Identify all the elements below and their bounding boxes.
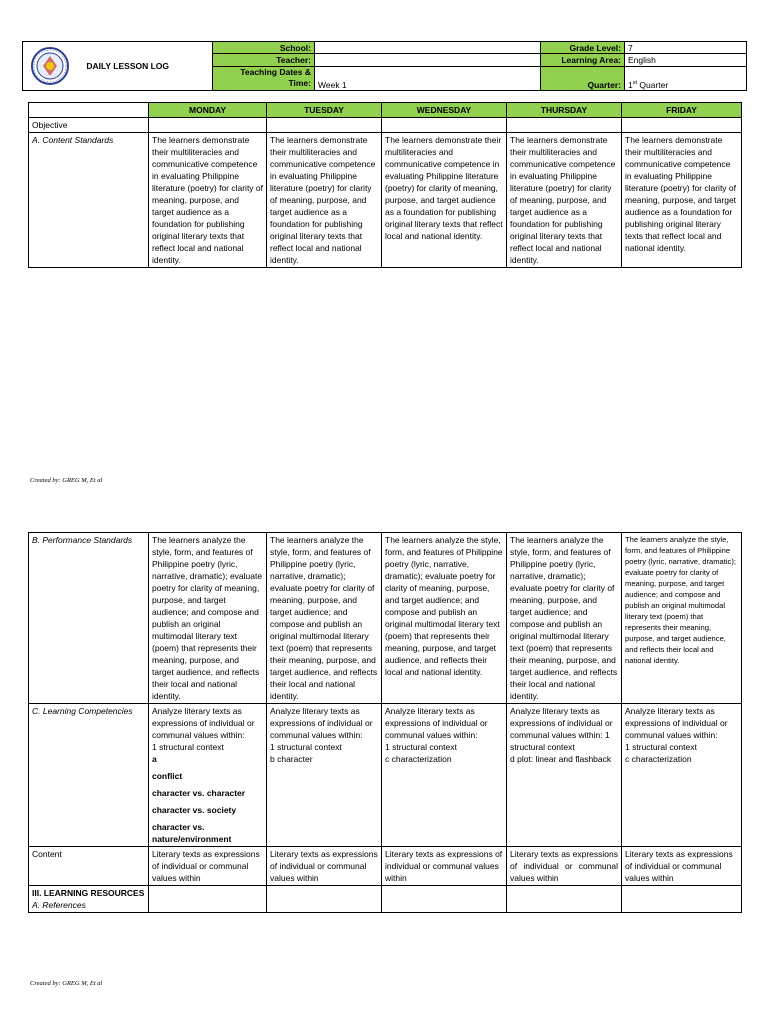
day-header-monday: MONDAY (149, 103, 267, 118)
objective-cell (382, 118, 507, 133)
quarter-label: Quarter: (541, 66, 625, 91)
performance-standards-cell: The learners analyze the style, form, and features of Philippine poetry (lyric, narrative, dramatic); evaluate poetry for clarity of meaning, purpose, and target audience; and compose and publish an original multimodal literary text (poem) that represents their meaning, purpose, and target audience, and reflects their local and national identity. (382, 533, 507, 704)
school-label: School: (213, 42, 315, 54)
competency-line: 1 structural context (385, 742, 457, 752)
references-label: A. References (32, 900, 86, 910)
objective-cell (507, 118, 622, 133)
objective-cell (267, 118, 382, 133)
competency-line: Analyze literary texts as expressions of individual or communal values within: (385, 706, 488, 740)
grade-level-label: Grade Level: (541, 42, 625, 54)
competency-line: character vs. character (152, 788, 246, 798)
competency-line: d plot: linear and flashback (510, 754, 612, 764)
learning-area-label: Learning Area: (541, 54, 625, 66)
resources-cell (382, 886, 507, 913)
competency-line: 1 structural context (152, 742, 224, 752)
content-standards-cell: The learners demonstrate their multiliteracies and communicative competence in evaluating Philippine literature (poetry) for clarity of meaning, purpose, and target audience as a foundation for publishing original literary texts that reflect local and national identity. (507, 133, 622, 268)
content-cell: Literary texts as expressions of individual or communal values within (267, 847, 382, 886)
teaching-dates-label: Teaching Dates & Time: (213, 66, 315, 91)
content-cell: Literary texts as expressions of individual or communal values within (507, 847, 622, 886)
learning-competencies-label: C. Learning Competencies (29, 704, 149, 847)
teacher-label: Teacher: (213, 54, 315, 66)
learning-resources-heading: III. LEARNING RESOURCES (32, 888, 145, 898)
school-value (315, 42, 541, 54)
competency-line: a (152, 754, 157, 764)
lesson-table-page-2 (28, 532, 742, 913)
competency-line: Analyze literary texts as expressions of individual or communal values within: (152, 706, 255, 740)
resources-cell (267, 886, 382, 913)
day-header-friday: FRIDAY (622, 103, 742, 118)
learning-resources-label (29, 886, 149, 913)
performance-standards-label: B. Performance Standards (29, 533, 149, 704)
day-header-tuesday: TUESDAY (267, 103, 382, 118)
competency-line: 1 structural context (270, 742, 342, 752)
performance-standards-cell: The learners analyze the style, form, and features of Philippine poetry (lyric, narrative, dramatic); evaluate poetry for clarity of meaning, purpose, and target audience; and compose and publish an original multimodal literary text (poem) that represents their meaning, purpose, and target audience, and reflects their local and national identity. (149, 533, 267, 704)
objective-cell (622, 118, 742, 133)
day-header-wednesday: WEDNESDAY (382, 103, 507, 118)
grade-level-value: 7 (625, 42, 747, 54)
objective-cell (149, 118, 267, 133)
learning-competencies-monday (149, 704, 267, 847)
content-cell: Literary texts as expressions of individual or communal values within (149, 847, 267, 886)
corner-cell (29, 103, 149, 118)
learning-competencies-tuesday (267, 704, 382, 847)
performance-standards-cell: The learners analyze the style, form, and features of Philippine poetry (lyric, narrative, dramatic); evaluate poetry for clarity of meaning, purpose, and target audience; and compose and publish an original multimodal literary text (poem) that represents their meaning, purpose, and target audience, and reflects their local and national identity. (622, 533, 742, 704)
resources-cell (507, 886, 622, 913)
content-cell: Literary texts as expressions of individual or communal values within (622, 847, 742, 886)
teacher-value (315, 54, 541, 66)
competency-line: conflict (152, 771, 183, 781)
competency-line: Analyze literary texts as expressions of individual or communal values within: 1 structural context (510, 706, 613, 752)
content-standards-cell: The learners demonstrate their multiliteracies and communicative competence in evaluating Philippine literature (poetry) for clarity of meaning, purpose, and target audience as a foundation for publishing original literary texts that reflect local and national identity. (382, 133, 507, 268)
competency-line: c characterization (625, 754, 692, 764)
content-cell: Literary texts as expressions of individual or communal values within (382, 847, 507, 886)
quarter-value: 1st Quarter (625, 66, 747, 91)
content-standards-label: A. Content Standards (29, 133, 149, 268)
content-standards-cell: The learners demonstrate their multiliteracies and communicative competence in evaluating Philippine literature (poetry) for clarity of meaning, purpose, and target audience as a foundation for publishing original literary texts that reflect local and national identity. (267, 133, 382, 268)
performance-standards-cell: The learners analyze the style, form, and features of Philippine poetry (lyric, narrative, dramatic); evaluate poetry for clarity of meaning, purpose, and target audience; and compose and publish an original multimodal literary text (poem) that represents their meaning, purpose, and target audience, and reflects their local and national identity. (267, 533, 382, 704)
content-label: Content (29, 847, 149, 886)
competency-line: c characterization (385, 754, 452, 764)
objective-label: Objective (29, 118, 149, 133)
competency-line: 1 structural context (625, 742, 697, 752)
competency-line: b character (270, 754, 313, 764)
teaching-dates-value: Week 1 (315, 66, 541, 91)
learning-competencies-thursday (507, 704, 622, 847)
performance-standards-cell: The learners analyze the style, form, and features of Philippine poetry (lyric, narrative, dramatic); evaluate poetry for clarity of meaning, purpose, and target audience; and compose and publish an original multimodal literary text (poem) that represents their meaning, purpose, and target audience, and reflects their local and national identity. (507, 533, 622, 704)
footer-credit: Created by: GREG M, Et al (30, 980, 103, 987)
content-standards-cell: The learners demonstrate their multiliteracies and communicative competence in evaluating Philippine literature (poetry) for clarity of meaning, purpose, and target audience as a foundation for publishing original literary texts that reflect local and national identity. (622, 133, 742, 268)
daily-lesson-log-title: DAILY LESSON LOG (86, 61, 170, 71)
footer-credit: Created by: GREG M, Et al (30, 477, 103, 484)
deped-seal-icon (30, 46, 70, 86)
resources-cell (622, 886, 742, 913)
competency-line: Analyze literary texts as expressions of individual or communal values within: (270, 706, 373, 740)
day-header-thursday: THURSDAY (507, 103, 622, 118)
header-title-cell (23, 42, 213, 91)
competency-line: Analyze literary texts as expressions of individual or communal values within: (625, 706, 728, 740)
lesson-table-page-1 (28, 102, 742, 268)
learning-area-value: English (625, 54, 747, 66)
competency-line: character vs. society (152, 805, 237, 815)
learning-competencies-friday (622, 704, 742, 847)
content-standards-cell: The learners demonstrate their multiliteracies and communicative competence in evaluating Philippine literature (poetry) for clarity of meaning, purpose, and target audience as a foundation for publishing original literary texts that reflect local and national identity. (149, 133, 267, 268)
learning-competencies-wednesday (382, 704, 507, 847)
competency-line: character vs. nature/environment (152, 822, 232, 844)
resources-cell (149, 886, 267, 913)
lesson-log-header (22, 41, 747, 91)
